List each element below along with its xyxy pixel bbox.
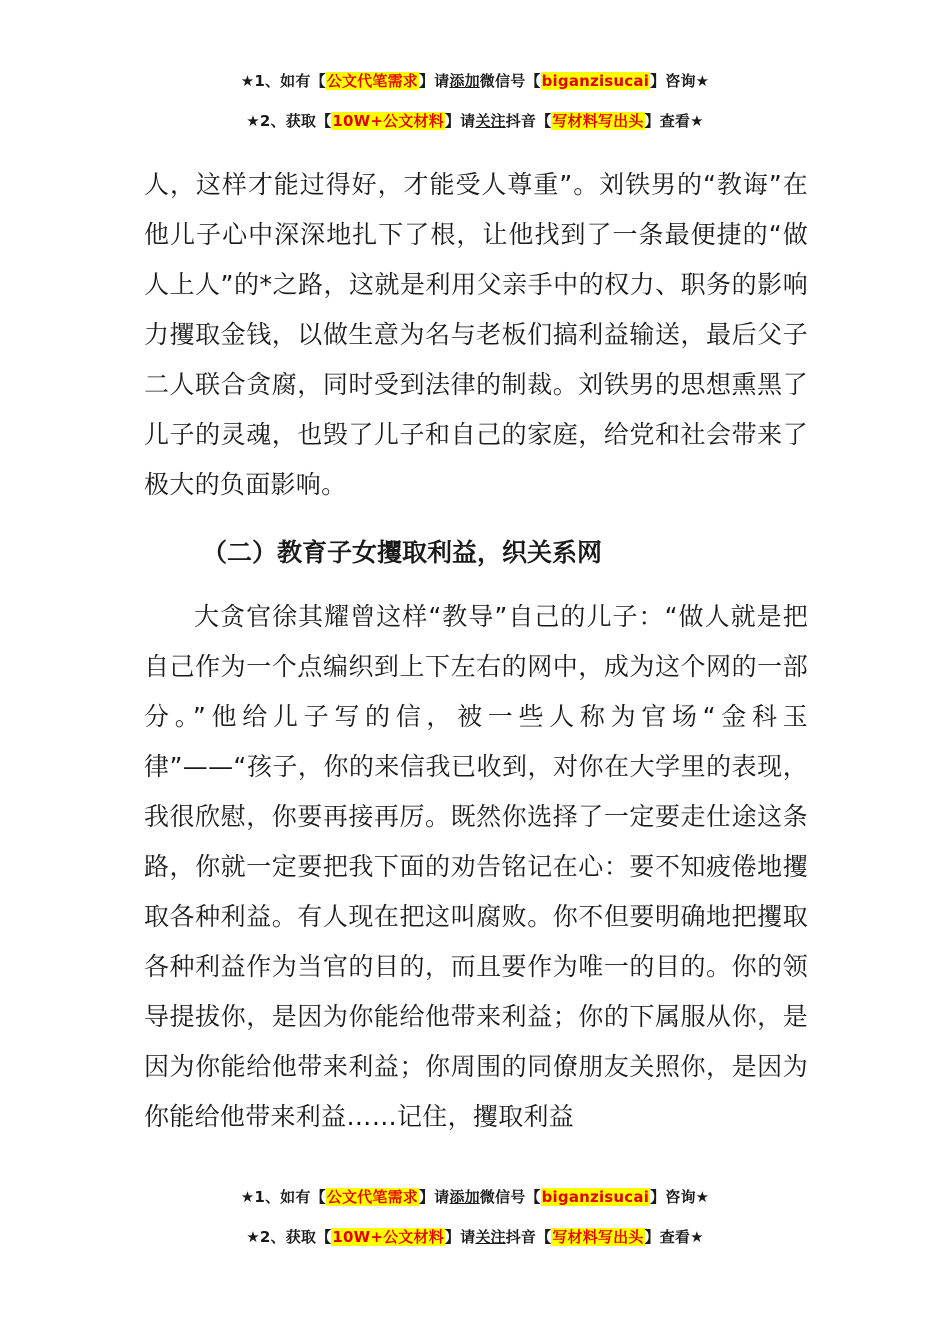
- underlined-text: 关注: [475, 1228, 506, 1246]
- banner-text: 微信号【: [479, 72, 541, 90]
- body-paragraph-2: 大贪官徐其耀曾这样“教导”自己的儿子：“做人就是把自己作为一个点编织到上下左右的网中，成为这个网的一部分。”他给儿子写的信，被一些人称为官场“金科玉律”——“孩子，你的来信我已收到，对你在大学里的表现，我很欣慰，你要再接再厉。既然你选择了一定要走仕途这条路，你就一定要把我下面的劝告铭记在心：要不知疲倦地攫取各种利益。有人现在把这叫腐败。你不但要明确地把攫取各种利益作为当官的目的，而且要作为唯一的目的。你的领导提拔你，是因为你能给他带来利益；你的下属服从你，是因为你能给他带来利益；你周围的同僚朋友关照你，是因为你能给他带来利益……记住，攫取利益: [144, 602, 808, 1131]
- banner-text: 】查看★: [644, 1228, 704, 1246]
- highlight-text: 公文代笔需求: [326, 72, 418, 90]
- banner-text: 微信号【: [479, 1188, 541, 1206]
- banner-text: 】请: [444, 112, 476, 130]
- footer-banner: [0, 1186, 950, 1266]
- underlined-text: 添加: [449, 72, 480, 90]
- banner-text: 】咨询★: [650, 72, 710, 90]
- highlight-text: biganzisucai: [541, 72, 650, 90]
- banner-text: 】请: [418, 1188, 450, 1206]
- banner-text: 】请: [444, 1228, 476, 1246]
- banner-text: ★1、如有【: [240, 72, 326, 90]
- banner-text: 】查看★: [644, 112, 704, 130]
- highlight-text: biganzisucai: [541, 1188, 650, 1206]
- banner-text: 】请: [418, 72, 450, 90]
- header-banner: [0, 70, 950, 150]
- highlight-text: 写材料写出头: [552, 1228, 644, 1246]
- banner-line-2: [0, 1226, 950, 1248]
- banner-line-2: [0, 110, 950, 132]
- underlined-text: 关注: [475, 112, 506, 130]
- banner-line-1: [0, 70, 950, 92]
- document-body: [144, 160, 808, 1142]
- banner-text: 抖音【: [505, 1228, 552, 1246]
- body-paragraph-1: 人，这样才能过得好，才能受人尊重”。刘铁男的“教诲”在他儿子心中深深地扎下了根，让他找到了一条最便捷的“做人上人”的*之路，这就是利用父亲手中的权力、职务的影响力攫取金钱，以做生意为名与老板们搞利益输送，最后父子二人联合贪腐，同时受到法律的制裁。刘铁男的思想熏黑了儿子的灵魂，也毁了儿子和自己的家庭，给党和社会带来了极大的负面影响。: [144, 170, 808, 499]
- highlight-text: 10W+公文材料: [332, 112, 444, 130]
- banner-text: 】咨询★: [650, 1188, 710, 1206]
- section-heading: （二）教育子女攫取利益，织关系网: [202, 538, 603, 567]
- banner-text: ★2、获取【: [246, 112, 332, 130]
- highlight-text: 10W+公文材料: [332, 1228, 444, 1246]
- highlight-text: 写材料写出头: [552, 112, 644, 130]
- banner-text: ★1、如有【: [240, 1188, 326, 1206]
- banner-text: 抖音【: [505, 112, 552, 130]
- highlight-text: 公文代笔需求: [326, 1188, 418, 1206]
- underlined-text: 添加: [449, 1188, 480, 1206]
- banner-text: ★2、获取【: [246, 1228, 332, 1246]
- banner-line-1: [0, 1186, 950, 1208]
